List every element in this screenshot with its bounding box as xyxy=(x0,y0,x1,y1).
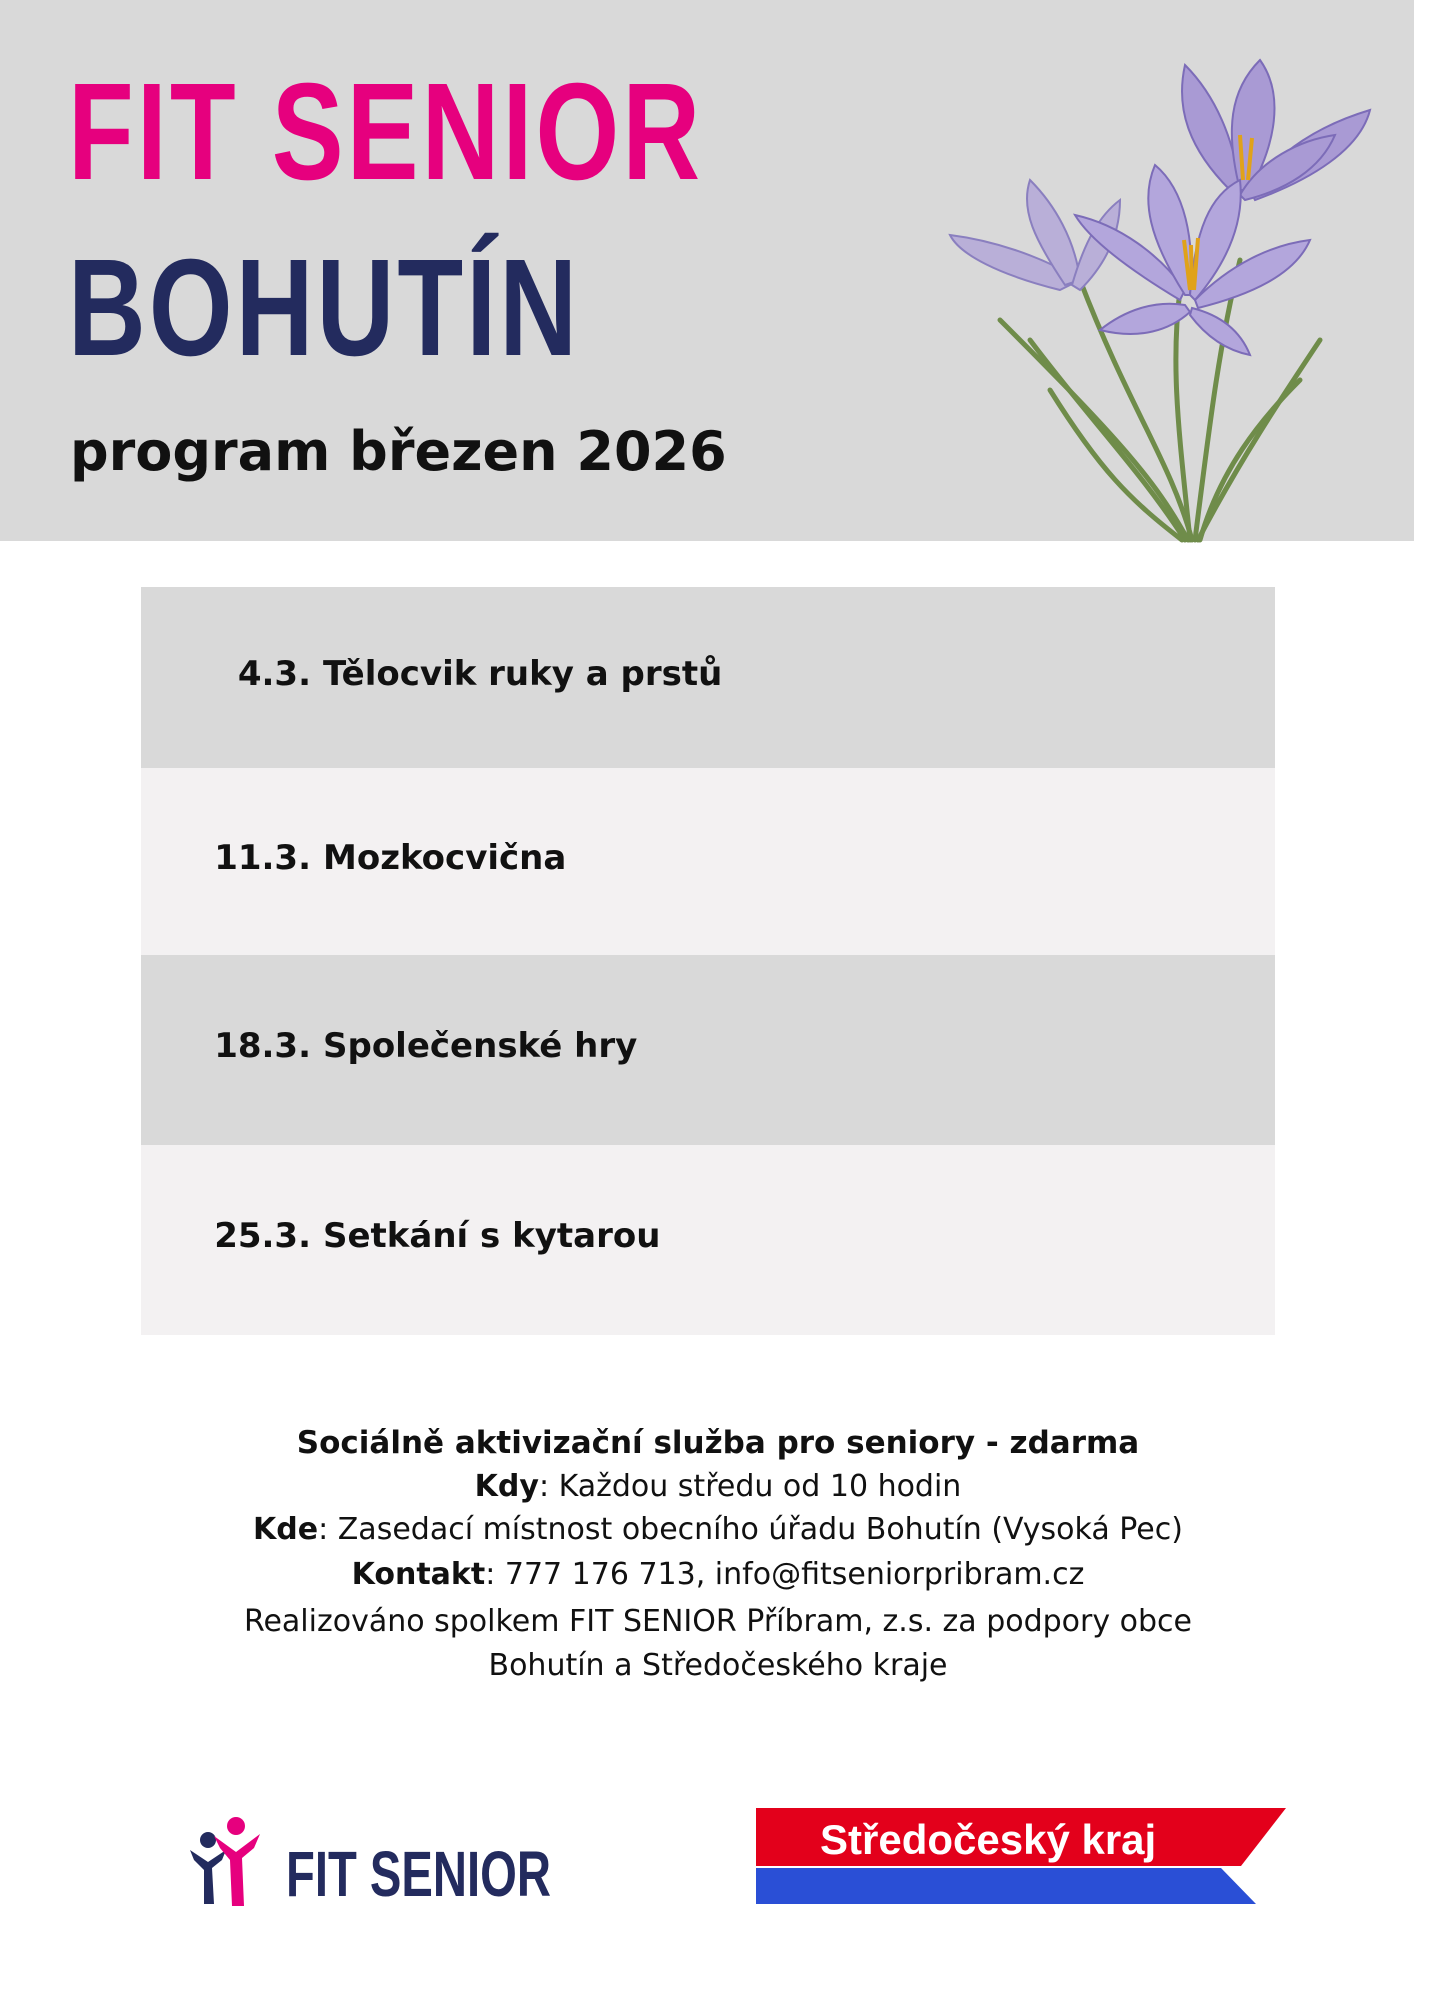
fit-senior-logo-text: FIT SENIOR xyxy=(286,1838,551,1910)
schedule-date: 18.3. xyxy=(214,1026,311,1066)
service-info xyxy=(0,1420,1436,1686)
realized-line-2: Bohutín a Středočeského kraje xyxy=(488,1648,948,1683)
service-description: Sociálně aktivizační služba pro seniory - zdarma xyxy=(296,1425,1140,1461)
schedule-table xyxy=(141,587,1275,1335)
program-subtitle: program březen 2026 xyxy=(70,420,727,483)
realized-line-1: Realizováno spolkem FIT SENIOR Příbram, z.s. za podpory obce xyxy=(243,1604,1193,1639)
schedule-date: 11.3. xyxy=(214,838,311,878)
flag-blue-stripe xyxy=(756,1868,1256,1904)
schedule-row xyxy=(141,768,1275,955)
schedule-activity: Tělocvik ruky a prstů xyxy=(323,654,723,694)
schedule-row xyxy=(141,955,1275,1145)
when-line xyxy=(0,1466,1436,1508)
fit-senior-logo xyxy=(184,1812,564,1912)
when-value: : Každou středu od 10 hodin xyxy=(538,1469,962,1504)
contact-line xyxy=(0,1552,1436,1598)
when-label: Kdy xyxy=(474,1469,539,1504)
contact-value: : 777 176 713, info@fitseniorpribram.cz xyxy=(485,1557,1085,1592)
where-line xyxy=(0,1508,1436,1552)
header-banner xyxy=(0,0,1414,541)
schedule-activity: Setkání s kytarou xyxy=(323,1216,661,1256)
where-value: : Zasedací místnost obecního úřadu Bohutín (Vysoká Pec) xyxy=(318,1512,1183,1547)
schedule-row xyxy=(141,587,1275,768)
people-icon xyxy=(190,1817,260,1906)
contact-label: Kontakt xyxy=(351,1557,486,1592)
stredocesky-kraj-logo xyxy=(756,1808,1286,1908)
schedule-activity: Společenské hry xyxy=(323,1026,638,1066)
schedule-date: 25.3. xyxy=(214,1216,311,1256)
schedule-date: 4.3. xyxy=(237,654,311,694)
title-bohutin: BOHUTÍN xyxy=(68,231,581,385)
crocus-illustration xyxy=(940,40,1380,540)
kraj-logo-text: Středočeský kraj xyxy=(820,1816,1157,1863)
where-label: Kde xyxy=(253,1512,319,1547)
schedule-activity: Mozkocvična xyxy=(323,838,567,878)
schedule-row xyxy=(141,1145,1275,1335)
title-fit-senior: FIT SENIOR xyxy=(68,55,704,209)
